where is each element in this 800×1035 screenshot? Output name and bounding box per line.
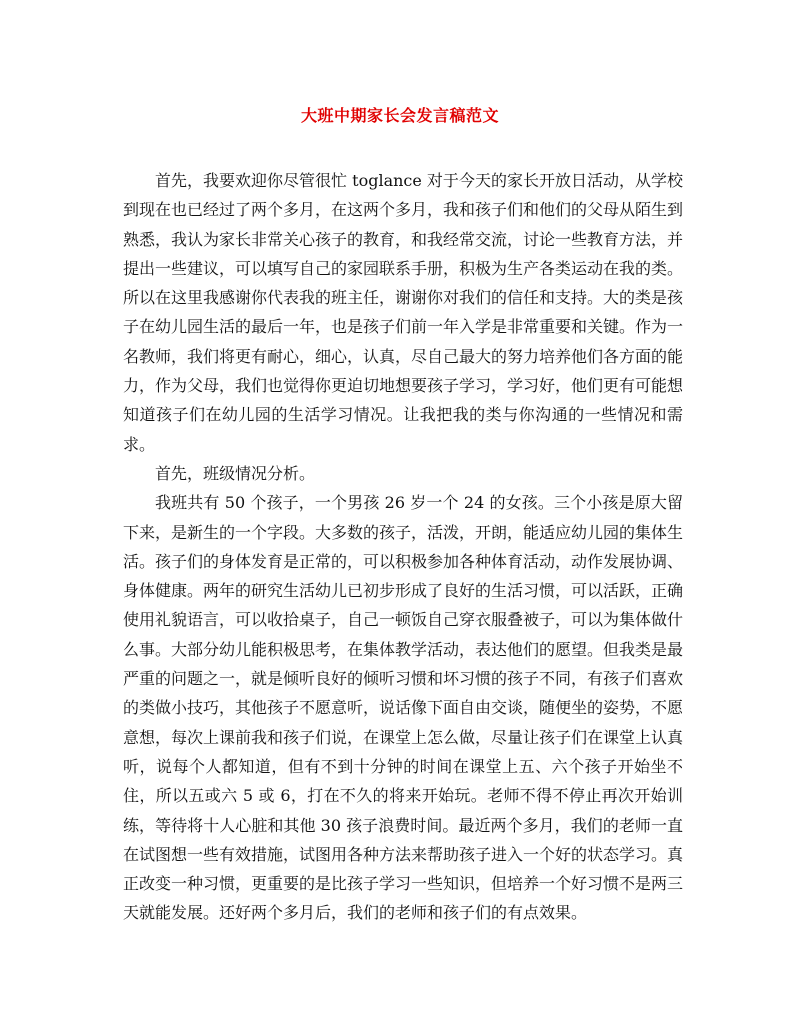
paragraph-class-analysis-heading: 首先，班级情况分析。 bbox=[155, 463, 316, 483]
document-title: 大班中期家长会发言稿范文 bbox=[300, 106, 499, 125]
document-body bbox=[123, 166, 683, 928]
paragraph-intro: 首先，我要欢迎你尽管很忙 toglance 对于今天的家长开放日活动，从学校到现在也已经过了两个多月，在这两个多月，我和孩子们和他们的父母从陌生到熟悉，我认为家长非常关心孩子的教育，和我经常交流，讨论一些教育方法，并提出一些建议，可以填写自己的家园联系手册，积极为生产各类运动在我的类。所以在这里我感谢你代表我的班主任，谢谢你对我们的信任和支持。大的类是孩子在幼儿园生活的最后一年，也是孩子们前一年入学是非常重要和关键。作为一名教师，我们将更有耐心，细心，认真，尽自己最大的努力培养他们各方面的能力，作为父母，我们也觉得你更迫切地想要孩子学习，学习好，他们更有可能想知道孩子们在幼儿园的生活学习情况。让我把我的类与你沟通的一些情况和需求。 bbox=[123, 171, 684, 454]
paragraph-class-analysis: 我班共有 50 个孩子，一个男孩 26 岁一个 24 的女孩。三个小孩是原大留下来，是新生的一个字段。大多数的孩子，活泼，开朗，能适应幼儿园的集体生活。孩子们的身体发育是正常的，可以积极参加各种体育活动，动作发展协调、身体健康。两年的研究生活幼儿已初步形成了良好的生活习惯，可以活跃，正确使用礼貌语言，可以收拾桌子，自己一顿饭自己穿衣服叠被子，可以为集体做什么事。大部分幼儿能积极思考，在集体教学活动，表达他们的愿望。但我类是最严重的问题之一，就是倾听良好的倾听习惯和坏习惯的孩子不同，有孩子们喜欢的类做小技巧，其他孩子不愿意听，说话像下面自由交谈，随便坐的姿势，不愿意想，每次上课前我和孩子们说，在课堂上怎么做，尽量让孩子们在课堂上认真听，说每个人都知道，但有不到十分钟的时间在课堂上五、六个孩子开始坐不住，所以五或六 5 或 6，打在不久的将来开始玩。老师不得不停止再次开始训练，等待将十人心脏和其他 30 孩子浪费时间。最近两个多月，我们的老师一直在试图想一些有效措施，试图用各种方法来帮助孩子进入一个好的状态学习。真正改变一种习惯，更重要的是比孩子学习一些知识，但培养一个好习惯不是两三天就能发展。还好两个多月后，我们的老师和孩子们的有点效果。 bbox=[123, 493, 684, 923]
